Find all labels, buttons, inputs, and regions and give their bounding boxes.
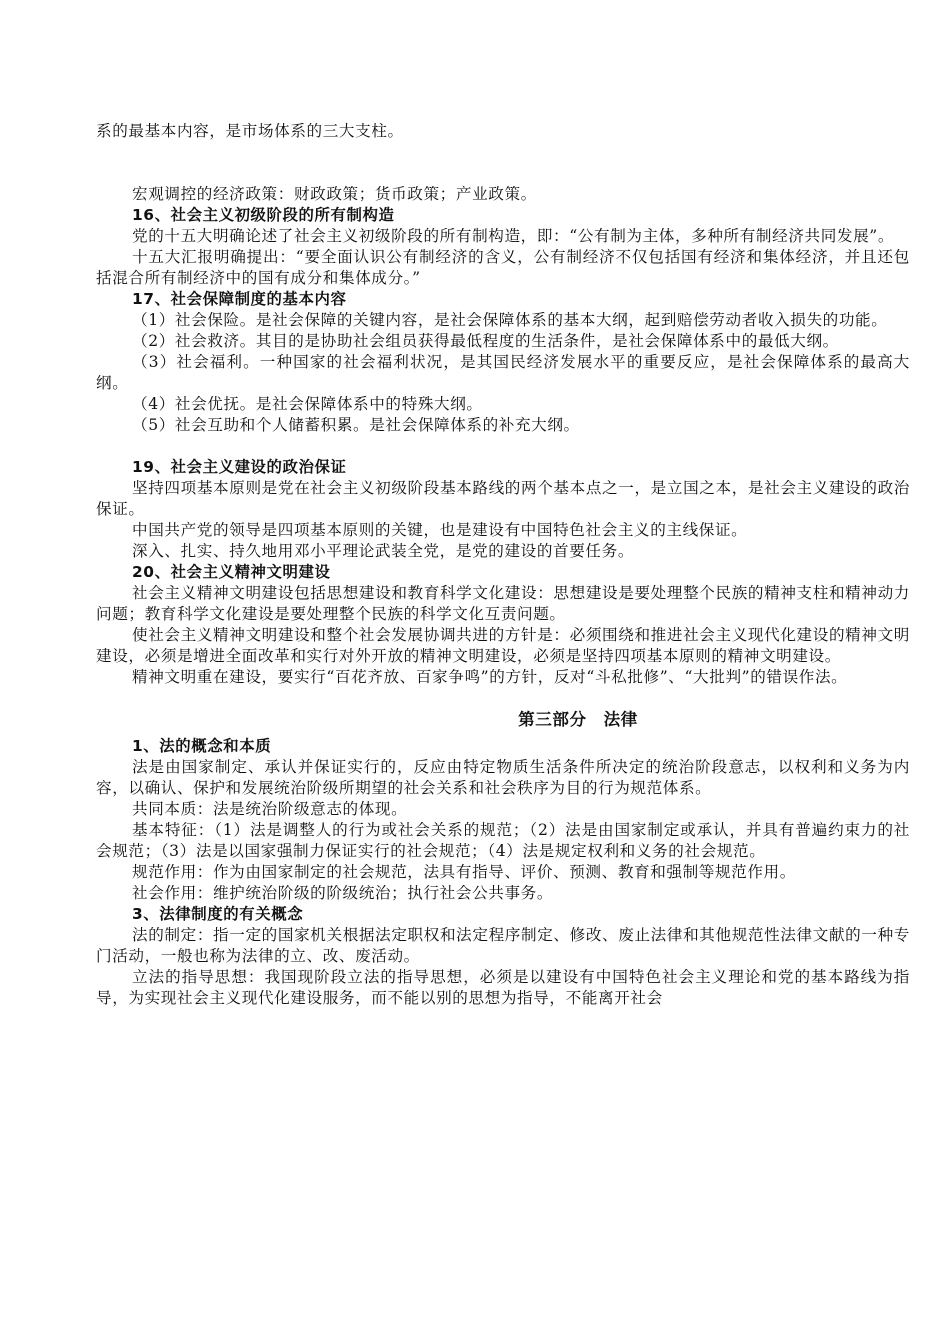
section-heading: 17、社会保障制度的基本内容 xyxy=(132,290,347,308)
paragraph: 社会作用：维护统治阶级的阶级统治；执行社会公共事务。 xyxy=(132,884,554,902)
paragraph: 宏观调控的经济政策：财政政策；货币政策；产业政策。 xyxy=(132,185,537,203)
paragraph: 规范作用：作为由国家制定的社会规范，法具有指导、评价、预测、教育和强制等规范作用。 xyxy=(132,863,796,881)
paragraph: 共同本质：法是统治阶级意志的体现。 xyxy=(132,800,408,818)
paragraph: （5）社会互助和个人储蓄积累。是社会保障体系的补充大纲。 xyxy=(132,416,580,434)
paragraph: （1）社会保险。是社会保障的关键内容，是社会保障体系的基本大纲，起到赔偿劳动者收入损失的功能。 xyxy=(132,311,888,329)
paragraph: 系的最基本内容，是市场体系的三大支柱。 xyxy=(96,122,404,140)
spacer xyxy=(96,142,910,184)
paragraph: 十五大汇报明确提出：“要全面认识公有制经济的含义，公有制经济不仅包括国有经济和集体经济，并且还包括混合所有制经济中的国有成分和集体成分。” xyxy=(96,248,910,287)
paragraph: 使社会主义精神文明建设和整个社会发展协调共进的方针是：必须围绕和推进社会主义现代化建设的精神文明建设，必须是增进全面改革和实行对外开放的精神文明建设，必须是坚持四项基本原则的精神文明建设。 xyxy=(96,626,910,665)
section-heading: 19、社会主义建设的政治保证 xyxy=(132,458,347,476)
section-heading: 1、法的概念和本质 xyxy=(132,737,272,755)
part-title: 第三部分 法律 xyxy=(518,710,638,729)
section-heading: 16、社会主义初级阶段的所有制构造 xyxy=(132,206,395,224)
paragraph: 基本特征：（1）法是调整人的行为或社会关系的规范；（2）法是由国家制定或承认，并具有普遍约束力的社会规范；（3）法是以国家强制力保证实行的社会规范；（4）法是规定权利和义务的社会规范。 xyxy=(96,821,910,860)
section-heading: 3、法律制度的有关概念 xyxy=(132,905,304,923)
paragraph: 党的十五大明确论述了社会主义初级阶段的所有制构造，即：“公有制为主体，多种所有制经济共同发展”。 xyxy=(132,227,895,245)
paragraph: 坚持四项基本原则是党在社会主义初级阶段基本路线的两个基本点之一，是立国之本，是社会主义建设的政治保证。 xyxy=(96,479,910,518)
paragraph: 法是由国家制定、承认并保证实行的，反应由特定物质生活条件所决定的统治阶段意志，以权利和义务为内容，以确认、保护和发展统治阶级所期望的社会关系和社会秩序为目的行为规范体系。 xyxy=(96,758,910,797)
paragraph: （2）社会救济。其目的是协助社会组员获得最低程度的生活条件，是社会保障体系中的最低大纲。 xyxy=(132,332,839,350)
paragraph: （3）社会福利。一种国家的社会福利状况，是其国民经济发展水平的重要反应，是社会保障体系的最高大纲。 xyxy=(96,353,910,392)
paragraph: 法的制定：指一定的国家机关根据法定职权和法定程序制定、修改、废止法律和其他规范性法律文献的一种专门活动，一般也称为法律的立、改、废活动。 xyxy=(96,926,910,965)
spacer xyxy=(96,688,910,709)
paragraph: 社会主义精神文明建设包括思想建设和教育科学文化建设：思想建设是要处理整个民族的精神支柱和精神动力问题；教育科学文化建设是要处理整个民族的科学文化互责问题。 xyxy=(96,584,910,623)
paragraph: 精神文明重在建设，要实行“百花齐放、百家争鸣”的方针，反对“斗私批修”、“大批判”的错误作法。 xyxy=(132,668,848,686)
paragraph: 深入、扎实、持久地用邓小平理论武装全党，是党的建设的首要任务。 xyxy=(132,542,635,560)
document-body xyxy=(96,121,910,1009)
section-heading: 20、社会主义精神文明建设 xyxy=(132,563,331,581)
paragraph: 立法的指导思想：我国现阶段立法的指导思想，必须是以建设有中国特色社会主义理论和党的基本路线为指导，为实现社会主义现代化建设服务，而不能以别的思想为指导，不能离开社会 xyxy=(96,968,910,1007)
paragraph: 中国共产党的领导是四项基本原则的关键，也是建设有中国特色社会主义的主线保证。 xyxy=(132,521,748,539)
paragraph: （4）社会优抚。是社会保障体系中的特殊大纲。 xyxy=(132,395,483,413)
spacer xyxy=(96,436,910,457)
